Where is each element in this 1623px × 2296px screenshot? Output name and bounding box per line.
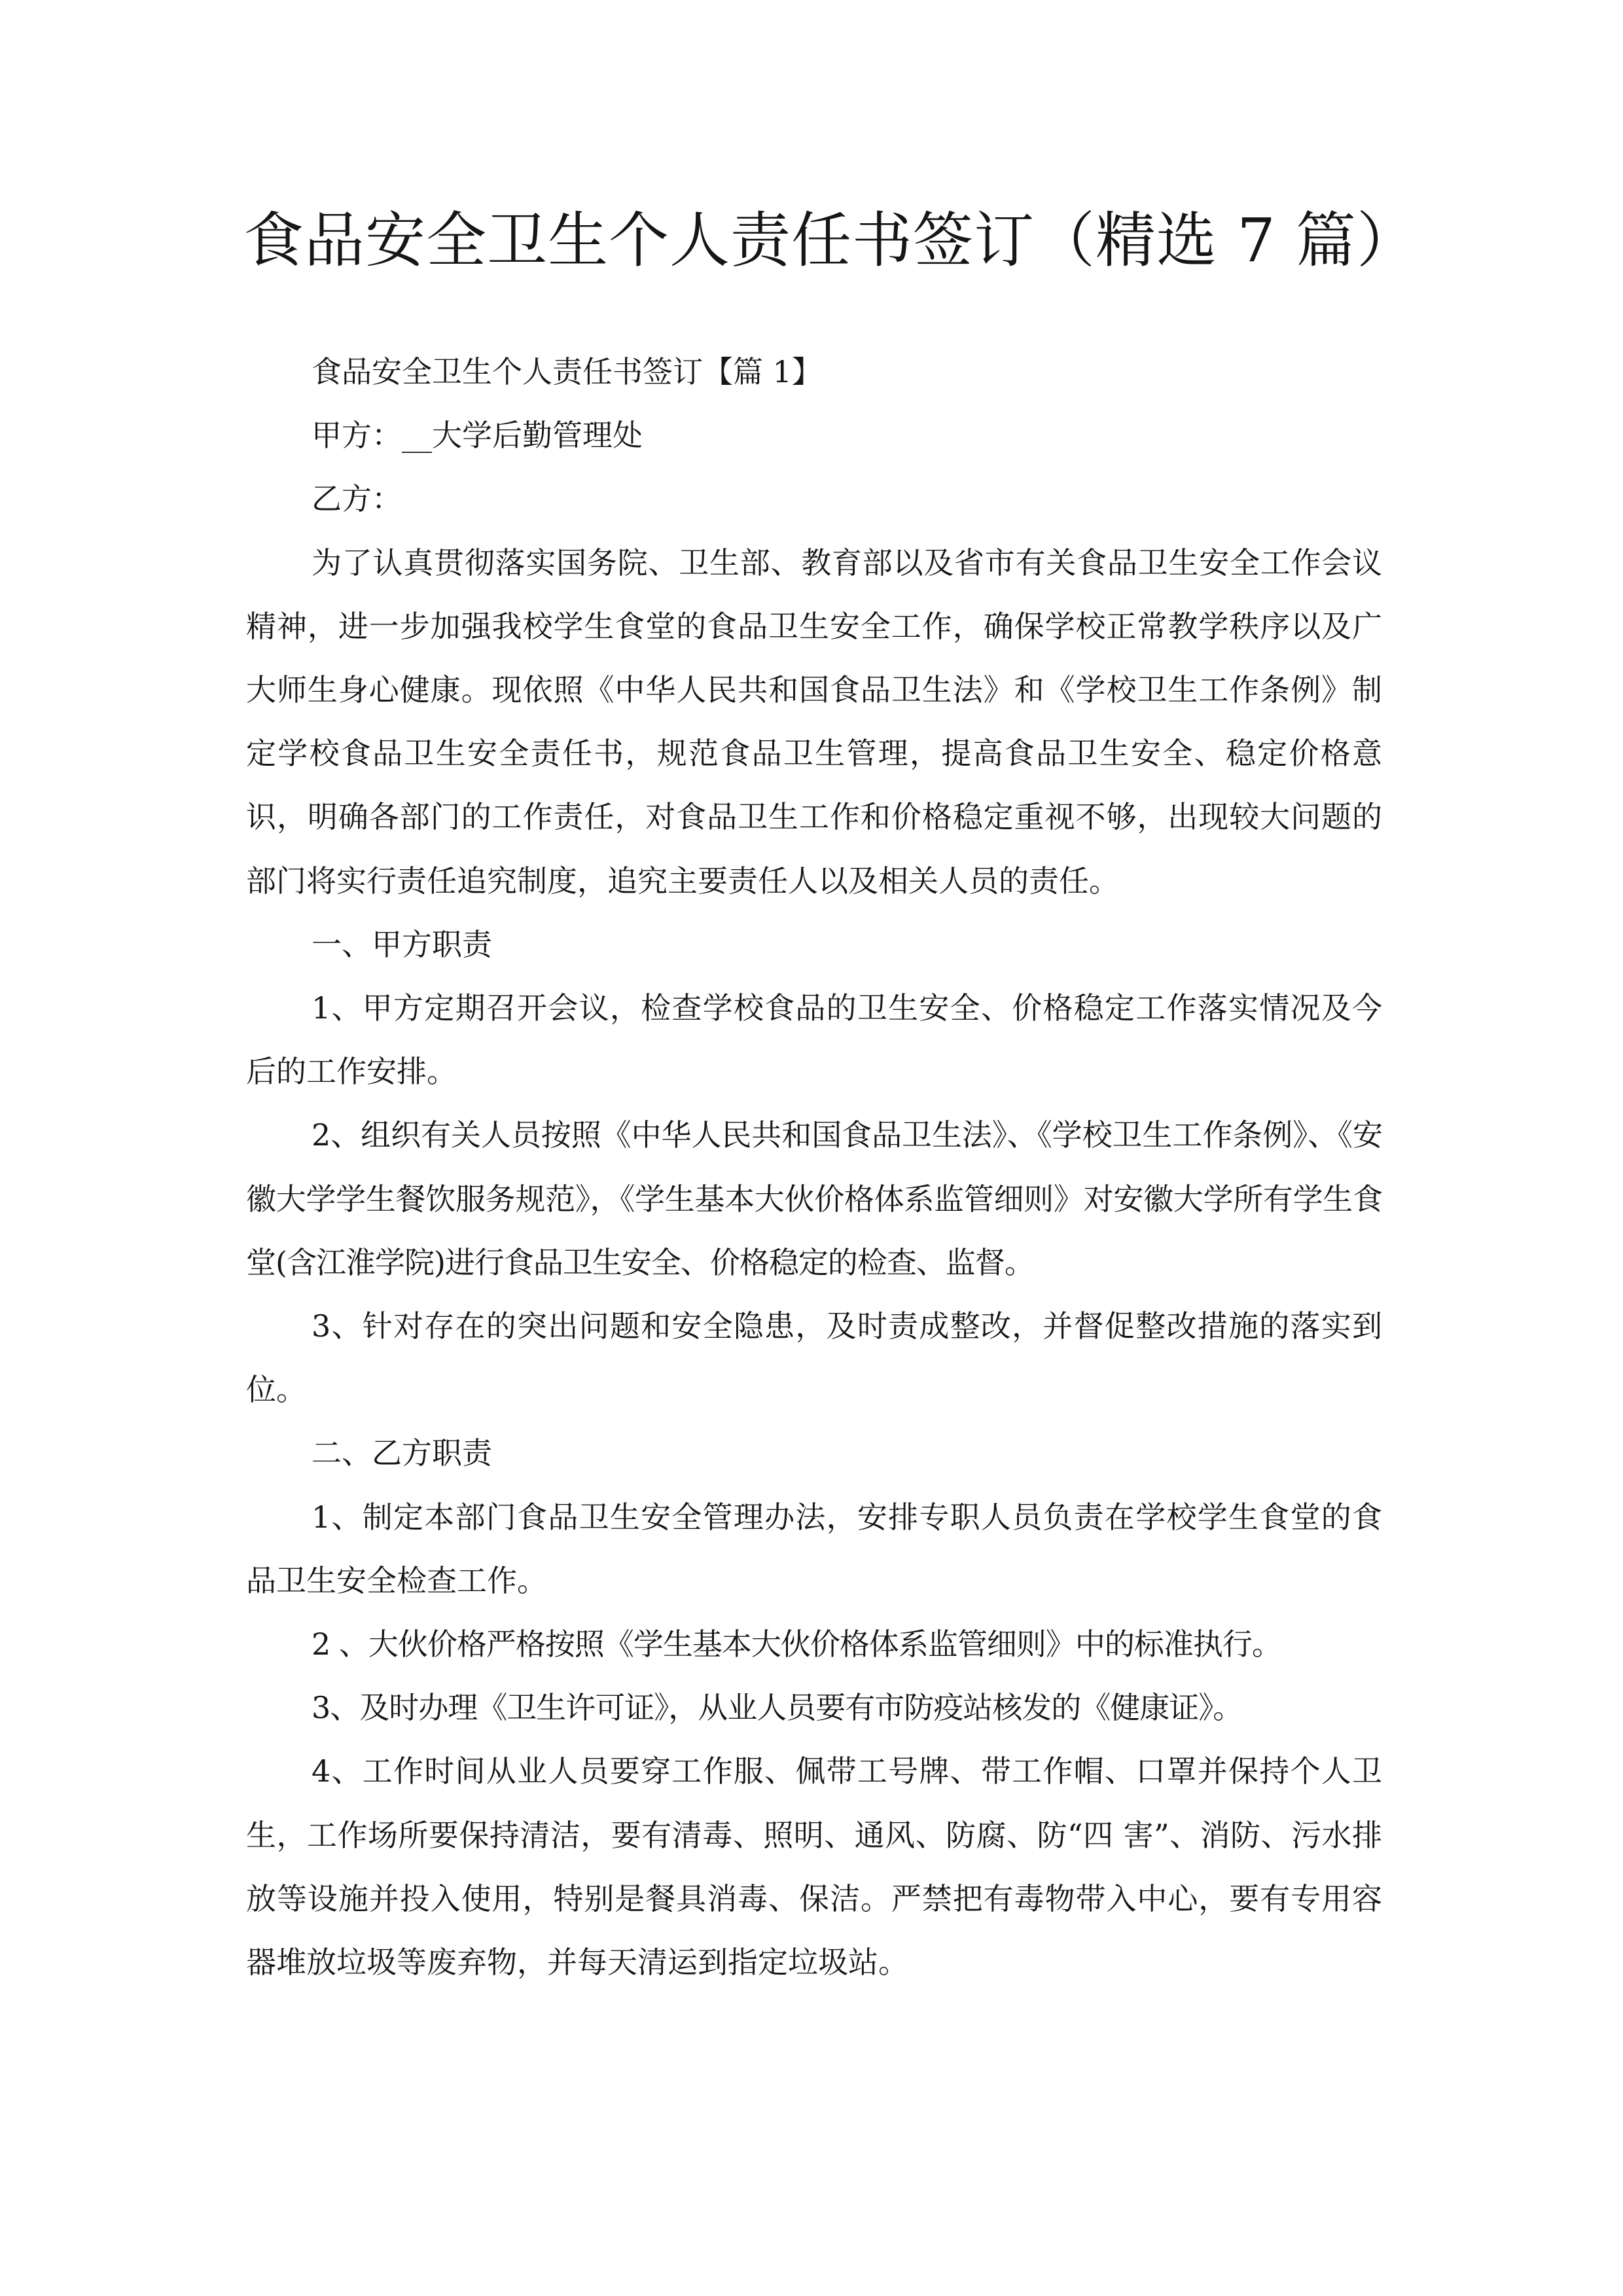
party-b-duty-4: 4、工作时间从业人员要穿工作服、佩带工号牌、带工作帽、口罩并保持个人卫生，工作场所要保持清洁，要有清毒、照明、通风、防腐、防“四 害”、消防、污水排放等设施并投入使用，特别是餐具消毒、保洁。严禁把有毒物带入中心，要有专用容器堆放垃圾等废弃物，并每天清运到指定垃圾站。 (246, 1753, 1382, 1981)
document-body (246, 340, 1382, 1994)
intro-paragraph: 为了认真贯彻落实国务院、卫生部、教育部以及省市有关食品卫生安全工作会议精神，进一步加强我校学生食堂的食品卫生安全工作，确保学校正常教学秩序以及广大师生身心健康。现依照《中华人民共和国食品卫生法》和《学校卫生工作条例》制定学校食品卫生安全责任书，规范食品卫生管理，提高食品卫生安全、稳定价格意识，明确各部门的工作责任，对食品卫生工作和价格稳定重视不够，出现较大问题的部门将实行责任追究制度，追究主要责任人以及相关人员的责任。 (246, 545, 1382, 899)
document-title: 食品安全卫生个人责任书签订（精选 7 篇） (243, 206, 1418, 276)
party-b-duty-2: 2 、大伙价格严格按照《学生基本大伙价格体系监管细则》中的标准执行。 (312, 1626, 1281, 1662)
party-b-duty-3: 3、及时办理《卫生许可证》，从业人员要有市防疫站核发的《健康证》。 (312, 1690, 1243, 1726)
party-a-duty-3: 3、针对存在的突出问题和安全隐患，及时责成整改，并督促整改措施的落实到位。 (246, 1308, 1382, 1408)
section-heading: 食品安全卫生个人责任书签订【篇 1】 (312, 354, 822, 389)
party-a-duties-heading: 一、甲方职责 (312, 926, 492, 962)
party-b-line: 乙方： (312, 481, 402, 517)
party-a-duty-1: 1、甲方定期召开会议，检查学校食品的卫生安全、价格稳定工作落实情况及今后的工作安排。 (246, 990, 1382, 1090)
party-b-duties-heading: 二、乙方职责 (312, 1435, 492, 1471)
party-b-duty-1: 1、制定本部门食品卫生安全管理办法，安排专职人员负责在学校学生食堂的食品卫生安全检查工作。 (246, 1499, 1382, 1598)
party-a-line: 甲方：__大学后勤管理处 (312, 418, 643, 454)
party-a-duty-2: 2、组织有关人员按照《中华人民共和国食品卫生法》、《学校卫生工作条例》、《安徽大学学生餐饮服务规范》，《学生基本大伙价格体系监管细则》对安徽大学所有学生食堂(含江淮学院)进行食品卫生安全、价格稳定的检查、监督。 (246, 1117, 1382, 1280)
